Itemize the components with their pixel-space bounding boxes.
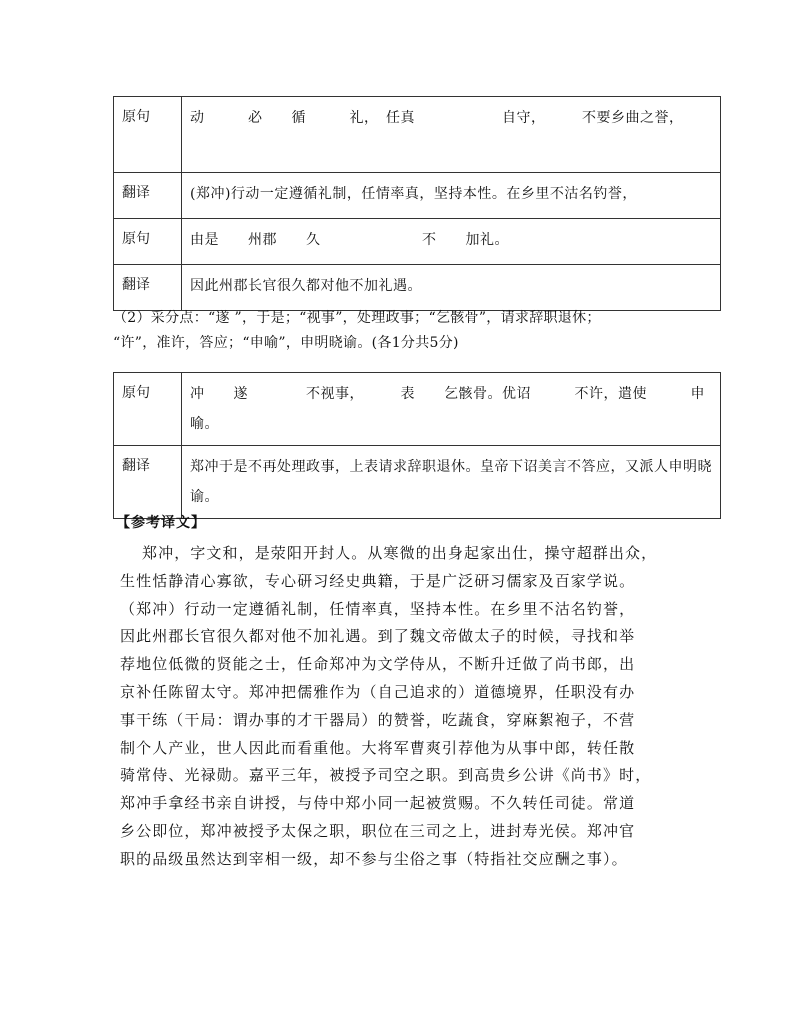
- table-row: [114, 219, 721, 265]
- row-text: 因此州郡长官很久都对他不加礼遇。: [182, 265, 721, 311]
- paragraph-line: 乡公即位，郑冲被授予太保之职，职位在三司之上，进封寿光侯。郑冲官: [120, 821, 636, 840]
- paragraph-line: 职的品级虽然达到宰相一级，却不参与尘俗之事（特指社交应酬之事）。: [120, 849, 628, 868]
- row-text: 冲 遂 不视事， 表 乞骸骨。优诏 不许，遣使 申喻。: [182, 373, 721, 446]
- scoring-points: [113, 306, 723, 356]
- row-text: 郑冲于是不再处理政事，上表请求辞职退休。皇帝下诏美言不答应，又派人申明晓谕。: [182, 446, 721, 519]
- paragraph-line: 生性恬静清心寡欲，专心研习经史典籍，于是广泛研习儒家及百家学说。: [120, 571, 636, 590]
- row-text: 动 必 循 礼， 任真 自守， 不要乡曲之誉，: [182, 97, 721, 173]
- reference-title: 【参考译文】: [116, 515, 206, 531]
- translation-table-1: [113, 96, 721, 311]
- row-label: 翻译: [114, 265, 182, 311]
- table-row: [114, 265, 721, 311]
- paragraph-line: （郑冲）行动一定遵循礼制，任情率真，坚持本性。在乡里不沽名钓誉，: [120, 599, 636, 618]
- row-label: 翻译: [114, 173, 182, 219]
- paragraph-line: 京补任陈留太守。郑冲把儒雅作为（自己追求的）道德境界，任职没有办: [120, 682, 636, 701]
- paragraph-line: 事干练（干局：谓办事的才干器局）的赞誉，吃蔬食，穿麻絮袍子，不营: [120, 710, 636, 729]
- paragraph-line: 因此州郡长官很久都对他不加礼遇。到了魏文帝做太子的时候，寻找和举: [120, 627, 636, 646]
- translation-table-2: [113, 372, 721, 519]
- row-label: 原句: [114, 219, 182, 265]
- table-row: [114, 173, 721, 219]
- scoring-line: （2）采分点：“遂 ”，于是；“视事”，处理政事；“乞骸骨”，请求辞职退休；: [113, 310, 601, 326]
- row-label: 翻译: [114, 446, 182, 519]
- scoring-line: “许”，准许，答应；“申喻”，申明晓谕。(各1分共5分): [113, 335, 459, 351]
- row-label: 原句: [114, 373, 182, 446]
- row-text: (郑冲)行动一定遵循礼制，任情率真，坚持本性。在乡里不沽名钓誉，: [182, 173, 721, 219]
- table-row: [114, 97, 721, 173]
- paragraph-line: 郑冲手拿经书亲自讲授，与侍中郑小同一起被赏赐。不久转任司徒。常道: [120, 794, 636, 813]
- table-row: [114, 373, 721, 446]
- row-label: 原句: [114, 97, 182, 173]
- paragraph-line: 荐地位低微的贤能之士，任命郑冲为文学侍从，不断升迁做了尚书郎，出: [120, 655, 636, 674]
- paragraph-line: 制个人产业，世人因此而看重他。大将军曹爽引荐他为从事中郎，转任散: [120, 738, 636, 757]
- paragraph-line: 郑冲，字文和，是荥阳开封人。从寒微的出身起家出仕，操守超群出众，: [142, 544, 658, 562]
- row-text: 由是 州郡 久 不 加礼。: [182, 219, 721, 265]
- table-row: [114, 446, 721, 519]
- reference-translation: [120, 540, 695, 874]
- paragraph-line: 骑常侍、光禄勋。嘉平三年，被授予司空之职。到高贵乡公讲《尚书》时，: [120, 766, 652, 785]
